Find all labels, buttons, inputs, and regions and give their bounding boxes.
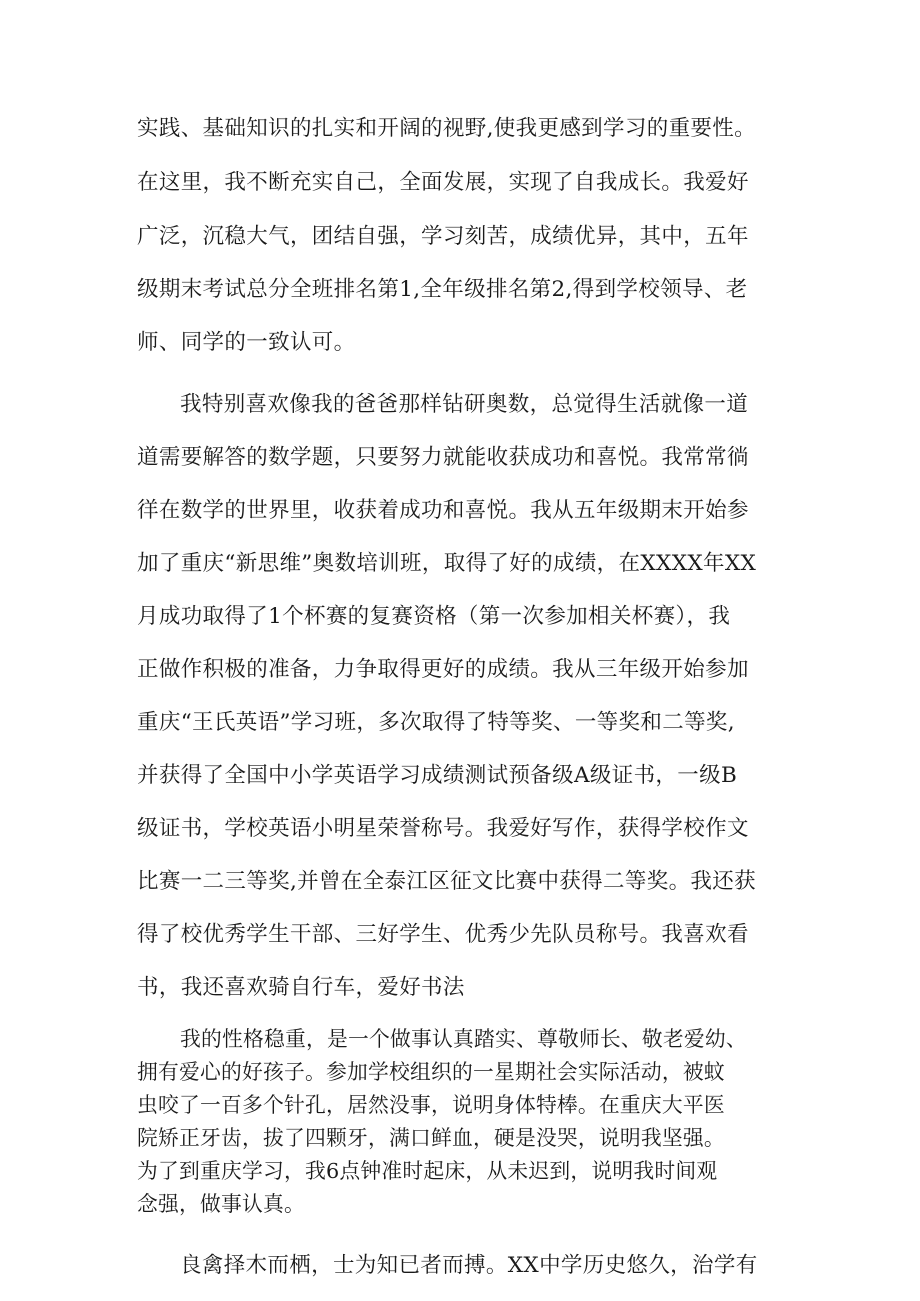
paragraph-4-line-1: 良禽择木而栖，士为知已者而搏。XX中学历史悠久，治学有 (180, 1253, 758, 1278)
paragraph-2-line-8: 并获得了全国中小学英语学习成绩测试预备级A级证书，一级B (137, 763, 738, 788)
paragraph-2-line-3: 徉在数学的世界里，收获着成功和喜悦。我从五年级期末开始参 (137, 498, 749, 523)
paragraph-2-line-9: 级证书，学校英语小明星荣誉称号。我爱好写作，获得学校作文 (137, 816, 749, 841)
paragraph-1-line-3: 广泛，沉稳大气，团结自强，学习刻苦，成绩优异，其中，五年 (137, 224, 749, 249)
paragraph-2-line-11: 得了校优秀学生干部、三好学生、优秀少先队员称号。我喜欢看 (137, 922, 749, 947)
paragraph-3-line-6: 念强，做事认真。 (137, 1192, 305, 1216)
paragraph-2-line-5: 月成功取得了1个杯赛的复赛资格（第一次参加相关杯赛），我 (137, 604, 731, 629)
paragraph-2-line-12: 书，我还喜欢骑自行车，爱好书法 (137, 975, 465, 1000)
paragraph-3-line-4: 院矫正牙齿，拔了四颗牙，满口鲜血，硬是没哭，说明我坚强。 (137, 1126, 725, 1150)
paragraph-1-line-1: 实践、基础知识的扎实和开阔的视野,使我更感到学习的重要性。 (137, 116, 756, 141)
paragraph-3-line-2: 拥有爱心的好孩子。参加学校组织的一星期社会实际活动，被蚊 (137, 1060, 725, 1084)
paragraph-2-line-6: 正做作积极的准备，力争取得更好的成绩。我从三年级开始参加 (137, 657, 749, 682)
paragraph-2-line-7: 重庆“王氏英语”学习班，多次取得了特等奖、一等奖和二等奖, (137, 710, 735, 735)
paragraph-2-line-4: 加了重庆“新思维”奥数培训班，取得了好的成绩，在XXXX年XX (137, 551, 757, 576)
paragraph-1-line-5: 师、同学的一致认可。 (137, 330, 356, 355)
paragraph-2-line-10: 比赛一二三等奖,并曾在全泰江区征文比赛中获得二等奖。我还获 (137, 869, 756, 894)
paragraph-3-line-3: 虫咬了一百多个针孔，居然没事，说明身体特棒。在重庆大平医 (137, 1093, 725, 1117)
paragraph-2-line-1: 我特别喜欢像我的爸爸那样钻研奥数，总觉得生活就像一道 (180, 392, 749, 417)
paragraph-1-line-4: 级期末考试总分全班排名第1,全年级排名第2,得到学校领导、老 (137, 277, 748, 302)
paragraph-3-line-5: 为了到重庆学习，我6点钟准时起床，从未迟到，说明我时间观 (137, 1159, 718, 1183)
paragraph-3-line-1: 我的性格稳重，是一个做事认真踏实、尊敬师长、敬老爱幼、 (180, 1027, 747, 1051)
paragraph-2-line-2: 道需要解答的数学题，只要努力就能收获成功和喜悦。我常常徜 (137, 445, 749, 470)
paragraph-1-line-2: 在这里，我不断充实自己，全面发展，实现了自我成长。我爱好 (137, 170, 749, 195)
